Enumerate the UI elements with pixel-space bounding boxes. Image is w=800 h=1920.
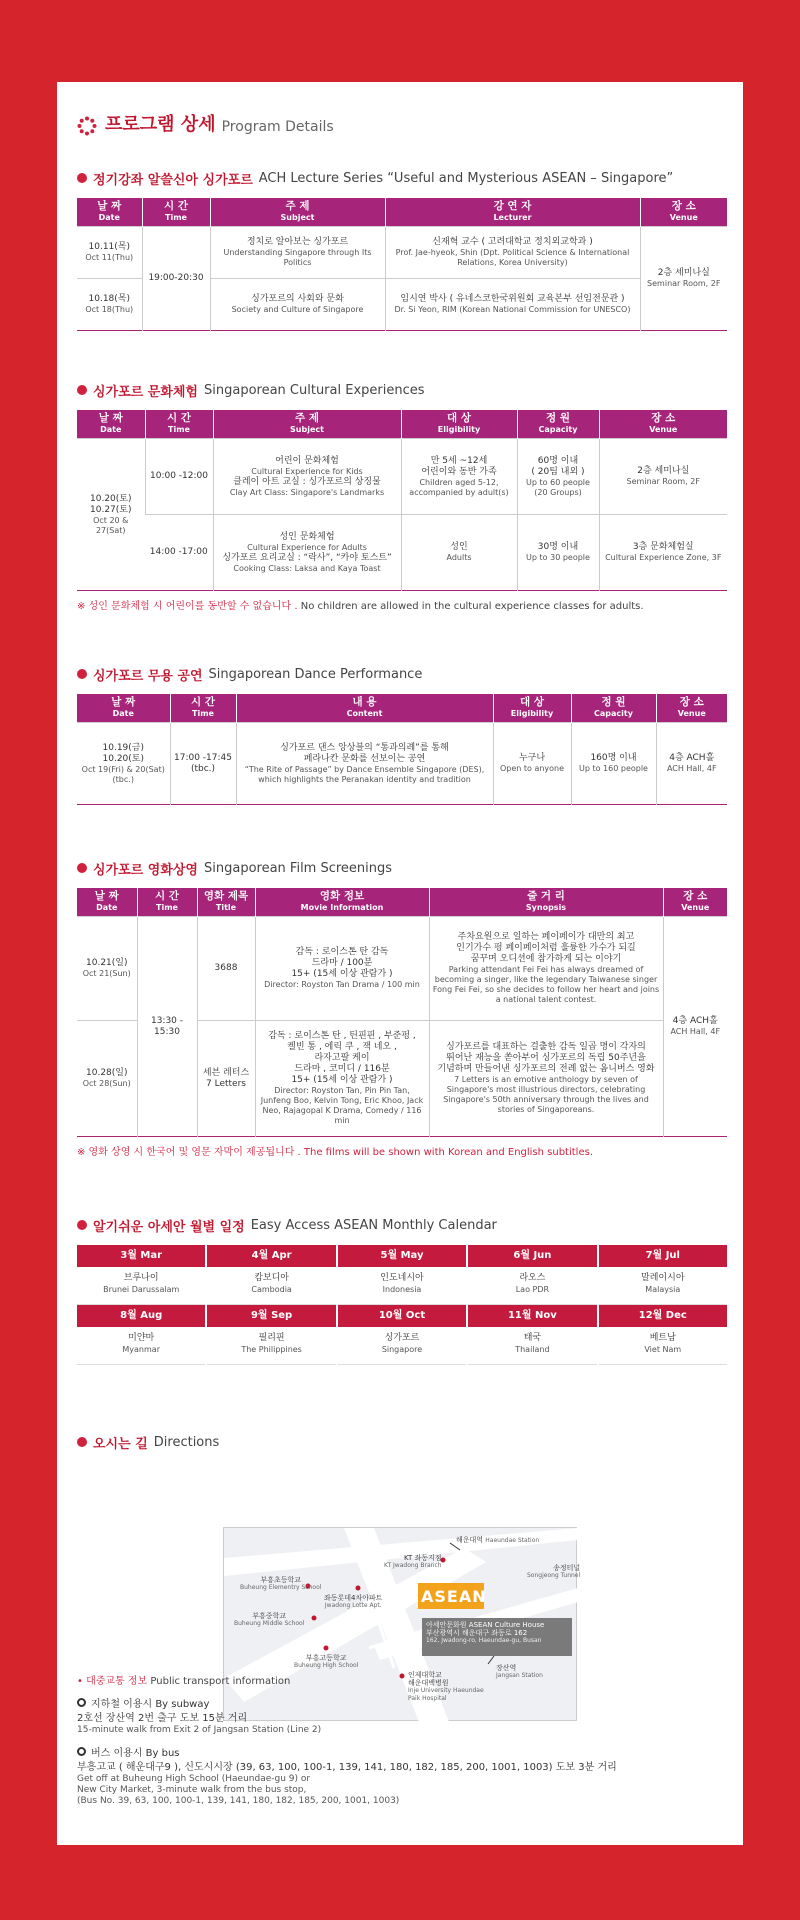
- subway-english: 15-minute walk from Exit 2 of Jangsan Station (Line 2): [77, 1725, 322, 1735]
- title-cell: 세븐 레터스 7 Letters: [197, 1021, 255, 1137]
- country-cell: 미얀마 Myanmar: [77, 1327, 205, 1365]
- program-details-page: [57, 82, 743, 1845]
- column-header: 영화 정보 Movie Information: [255, 888, 429, 917]
- asean-logo: ASEAN: [421, 1587, 487, 1606]
- month-label: 11월 Nov: [468, 1305, 596, 1327]
- lecturer-cell: 임시연 박사 ( 유네스코한국위원회 교육본부 선임전문관 ) Dr. Si Yeon, RIM (Korean National Commission for UNESCO): [385, 279, 640, 331]
- table-header-row: [77, 888, 727, 917]
- section-heading: 알기쉬운 아세안 월별 일정 Easy Access ASEAN Monthly Calendar: [77, 1215, 727, 1235]
- venue-cell: 4층 ACH홀 ACH Hall, 4F: [656, 723, 727, 805]
- film-note: ※ 영화 상영 시 한국어 및 영문 자막이 제공됩니다 . The films will be shown with Korean and English subtitles.: [77, 1147, 593, 1158]
- lecturer-cell: 신재혁 교수 ( 고려대학교 정치외교학과 ) Prof. Jae-hyeok, Shin (Dpt. Political Science & International Relations, Korea University): [385, 227, 640, 279]
- subject-cell: 성인 문화체험 Cultural Experience for Adults 싱가포르 요리교실 : “락사”, “카야 토스트” Cooking Class: Laksa and Kaya Toast: [213, 515, 401, 591]
- map-label-high: 부흥고등학교 Buheung High School: [294, 1654, 359, 1669]
- directions-section: [77, 1432, 727, 1452]
- date-cell: 10.19(금) 10.20(토) Oct 19(Fri) & 20(Sat) (tbc.): [77, 723, 170, 805]
- table-header-row: [77, 694, 727, 723]
- date-cell: 10.28(일) Oct 28(Sun): [77, 1021, 137, 1137]
- bus-label: 버스 이용시 By bus: [77, 1744, 727, 1759]
- bus-english-3: (Bus No. 39, 63, 100, 100-1, 139, 141, 180, 182, 185, 200, 1001, 1003): [77, 1796, 400, 1806]
- venue-cell: 2층 세미나실 Seminar Room, 2F: [599, 439, 727, 515]
- column-header: 장 소 Venue: [663, 888, 727, 917]
- monthly-calendar: [77, 1245, 727, 1365]
- column-header: 주 제 Subject: [213, 410, 401, 439]
- section-heading: 싱가포르 무용 공연 Singaporean Dance Performance: [77, 664, 727, 684]
- map-label-elementary: 부흥초등학교 Buheung Elementry School: [240, 1576, 322, 1591]
- column-header: 대 상 Eligibility: [401, 410, 517, 439]
- bullet-icon: [77, 1437, 87, 1447]
- eligibility-cell: 만 5세 ~12세 어린이와 동반 가족 Children aged 5-12, accompanied by adult(s): [401, 439, 517, 515]
- dance-table: [77, 694, 727, 805]
- map-label-ach: 아세안문화원 ASEAN Culture House 부산광역시 해운대구 좌동로 162 162, Jwadong-ro, Haeundae-gu, Busan: [426, 1621, 545, 1644]
- bullet-icon: [77, 1220, 87, 1230]
- column-header: 날 짜 Date: [77, 410, 145, 439]
- table-header-row: [77, 410, 727, 439]
- section-heading: 싱가포르 문화체험 Singaporean Cultural Experiences: [77, 380, 727, 400]
- subject-cell: 정치로 알아보는 싱가포르 Understanding Singapore through Its Politics: [210, 227, 385, 279]
- title-korean: 프로그램 상세: [105, 114, 216, 135]
- eligibility-cell: 성인 Adults: [401, 515, 517, 591]
- subject-cell: 어린이 문화체험 Cultural Experience for Kids 클레이 아트 교실 : 싱가포르의 상징물 Clay Art Class: Singapore's Landmarks: [213, 439, 401, 515]
- column-header: 장 소 Venue: [656, 694, 727, 723]
- column-header: 정 원 Capacity: [571, 694, 656, 723]
- capacity-cell: 160명 이내 Up to 160 people: [571, 723, 656, 805]
- column-header: 주 제 Subject: [210, 198, 385, 227]
- table-row: [77, 515, 727, 591]
- cultural-note: ※ 성인 문화체험 시 어린이를 동반할 수 없습니다 . No children are allowed in the cultural experience classes for adults.: [77, 601, 644, 612]
- month-label: 9월 Sep: [207, 1305, 335, 1327]
- eligibility-cell: 누구나 Open to anyone: [493, 723, 571, 805]
- bullet-icon: [77, 669, 87, 679]
- column-header: 날 짜 Date: [77, 888, 137, 917]
- page-title: [77, 110, 334, 136]
- map-label-kt: KT 좌동지점 KT Jwadong Branch: [384, 1554, 442, 1569]
- table-header-row: [77, 198, 727, 227]
- venue-cell: 3층 문화체험실 Cultural Experience Zone, 3F: [599, 515, 727, 591]
- capacity-cell: 30명 이내 Up to 30 people: [517, 515, 599, 591]
- time-cell: 19:00-20:30: [142, 227, 210, 331]
- map-label-haeundae: 해운대역 Haeundae Station: [456, 1536, 540, 1544]
- date-cell: 10.11(목) Oct 11(Thu): [77, 227, 142, 279]
- bullet-icon: [77, 863, 87, 873]
- bus-korean: 부흥고교 ( 해운대구9 ), 신도시시장 (39, 63, 100, 100-1, 139, 141, 180, 182, 185, 200, 1001, 1003) 도보 3분 거리: [77, 1762, 617, 1773]
- transport-info: [77, 1672, 727, 1807]
- date-cell: 10.18(목) Oct 18(Thu): [77, 279, 142, 331]
- time-cell: 17:00 -17:45 (tbc.): [170, 723, 236, 805]
- month-label: 5월 May: [338, 1245, 466, 1267]
- venue-cell: 2층 세미나실 Seminar Room, 2F: [640, 227, 727, 331]
- column-header: 날 짜 Date: [77, 198, 142, 227]
- film-table: [77, 888, 727, 1137]
- film-section: [77, 858, 727, 1158]
- bus-english-2: New City Market, 3-minute walk from the bus stop,: [77, 1785, 307, 1795]
- month-label: 7월 Jul: [599, 1245, 727, 1267]
- month-label: 10월 Oct: [338, 1305, 466, 1327]
- table-row: [77, 227, 727, 279]
- subway-korean: 2호선 장산역 2번 출구 도보 15분 거리: [77, 1713, 248, 1724]
- cultural-section: [77, 380, 727, 612]
- column-header: 날 짜 Date: [77, 694, 170, 723]
- month-label: 8월 Aug: [77, 1305, 205, 1327]
- content-cell: 싱가포르 댄스 앙상블의 “통과의례”를 통해 페라나칸 문화를 선보이는 공연 “The Rite of Passage” by Dance Ensemble Singapore (DES), which highlights the Peranakan identity and tradition: [236, 723, 493, 805]
- time-cell: 14:00 -17:00: [145, 515, 213, 591]
- country-cell: 라오스 Lao PDR: [468, 1267, 596, 1305]
- country-cell: 캄보디아 Cambodia: [207, 1267, 335, 1305]
- title-english: Program Details: [221, 119, 334, 135]
- subway-label: 지하철 이용시 By subway: [77, 1695, 727, 1710]
- sun-dots-icon: [77, 116, 97, 136]
- month-label: 6월 Jun: [468, 1245, 596, 1267]
- section-heading: 오시는 길 Directions: [77, 1432, 727, 1452]
- month-label: 12월 Dec: [599, 1305, 727, 1327]
- synopsis-cell: 주차요원으로 일하는 페이페이가 대만의 최고 인기가수 펑 페이페이처럼 훌륭한 가수가 되길 꿈꾸며 오디션에 참가하게 되는 이야기 Parking attendant Fei Fei has always dreamed of becoming a singer, like the legendary Taiwanese singer Fong Fei Fei, so she decides to follow her heart and joins a national talent contest.: [429, 917, 663, 1021]
- column-header: 장 소 Venue: [640, 198, 727, 227]
- table-row: [77, 723, 727, 805]
- country-cell: 태국 Thailand: [468, 1327, 596, 1365]
- month-label: 4월 Apr: [207, 1245, 335, 1267]
- map-label-lotte: 좌동롯데4차아파트 Jwadong Lotte Apt.: [324, 1594, 383, 1609]
- capacity-cell: 60명 이내 ( 20팀 내외 ) Up to 60 people (20 Groups): [517, 439, 599, 515]
- table-row: [77, 439, 727, 515]
- country-cell: 브루나이 Brunei Darussalam: [77, 1267, 205, 1305]
- table-row: [77, 917, 727, 1021]
- map-label-middle: 부흥중학교 Buheung Middle School: [234, 1612, 305, 1627]
- venue-cell: 4층 ACH홀 ACH Hall, 4F: [663, 917, 727, 1137]
- calendar-section: [77, 1215, 727, 1365]
- map-label-inje: 인제대학교 해운대백병원 Inje University Haeundae Paik Hospital: [408, 1671, 484, 1702]
- bullet-icon: [77, 173, 87, 183]
- section-heading: 싱가포르 영화상영 Singaporean Film Screenings: [77, 858, 727, 878]
- column-header: 장 소 Venue: [599, 410, 727, 439]
- date-cell: 10.20(토) 10.27(토) Oct 20 & 27(Sat): [77, 439, 145, 591]
- month-label: 3월 Mar: [77, 1245, 205, 1267]
- subject-cell: 싱가포르의 사회와 문화 Society and Culture of Singapore: [210, 279, 385, 331]
- dance-section: [77, 664, 727, 805]
- info-cell: 감독 : 로이스톤 탄 감독 드라마 / 100분 15+ (15세 이상 관람가 ) Director: Royston Tan Drama / 100 min: [255, 917, 429, 1021]
- column-header: 강 연 자 Lecturer: [385, 198, 640, 227]
- country-cell: 인도네시아 Indonesia: [338, 1267, 466, 1305]
- section-heading: 정기강좌 알쓸신아 싱가포르 ACH Lecture Series “Useful and Mysterious ASEAN – Singapore”: [77, 168, 727, 188]
- synopsis-cell: 싱가포르를 대표하는 걸출한 감독 일곱 명이 각자의 뛰어난 재능을 쏟아부어 싱가포르의 독립 50주년을 기념하며 만들어낸 싱가포르의 전례 없는 옴니버스 영화 7 Letters is an emotive anthology by seven of Singapore's most illustrious directors, celebrating Singapore's 50th anniversary through the lives and stories of Singaporeans.: [429, 1021, 663, 1137]
- bullet-icon: [77, 385, 87, 395]
- column-header: 시 간 Time: [142, 198, 210, 227]
- info-cell: 감독 : 로이스톤 탄 , 틴핀핀 , 부준펑 , 켈빈 통 , 에릭 쿠 , 잭 네오 , 라자고팔 케이 드라마 , 코미디 / 116분 15+ (15세 이상 관람가 ) Director: Royston Tan, Pin Pin Tan, Junfeng Boo, Kelvin Tong, Eric Khoo, Jack Neo, Rajagopal K Drama, Comedy / 116 min: [255, 1021, 429, 1137]
- column-header: 줄 거 리 Synopsis: [429, 888, 663, 917]
- cultural-table: [77, 410, 727, 591]
- column-header: 대 상 Eligibility: [493, 694, 571, 723]
- date-cell: 10.21(일) Oct 21(Sun): [77, 917, 137, 1021]
- time-cell: 13:30 - 15:30: [137, 917, 197, 1137]
- transport-heading: • 대중교통 정보 Public transport information: [77, 1676, 291, 1687]
- lecture-table: [77, 198, 727, 331]
- column-header: 정 원 Capacity: [517, 410, 599, 439]
- column-header: 시 간 Time: [170, 694, 236, 723]
- country-cell: 베트남 Viet Nam: [599, 1327, 727, 1365]
- map-label-tunnel: 송정터널 Songjeong Tunnel: [527, 1564, 581, 1579]
- column-header: 내 용 Content: [236, 694, 493, 723]
- column-header: 영화 제목 Title: [197, 888, 255, 917]
- circle-bullet-icon: [77, 1698, 86, 1707]
- map-label-jangsan: 장산역 Jangsan Station: [496, 1664, 543, 1679]
- bus-english-1: Get off at Buheung High School (Haeundae-gu 9) or: [77, 1774, 311, 1784]
- country-cell: 싱가포르 Singapore: [338, 1327, 466, 1365]
- column-header: 시 간 Time: [145, 410, 213, 439]
- time-cell: 10:00 -12:00: [145, 439, 213, 515]
- column-header: 시 간 Time: [137, 888, 197, 917]
- country-cell: 필리핀 The Philippines: [207, 1327, 335, 1365]
- circle-bullet-icon: [77, 1747, 86, 1756]
- country-cell: 말레이시아 Malaysia: [599, 1267, 727, 1305]
- lecture-section: [77, 168, 727, 331]
- title-cell: 3688: [197, 917, 255, 1021]
